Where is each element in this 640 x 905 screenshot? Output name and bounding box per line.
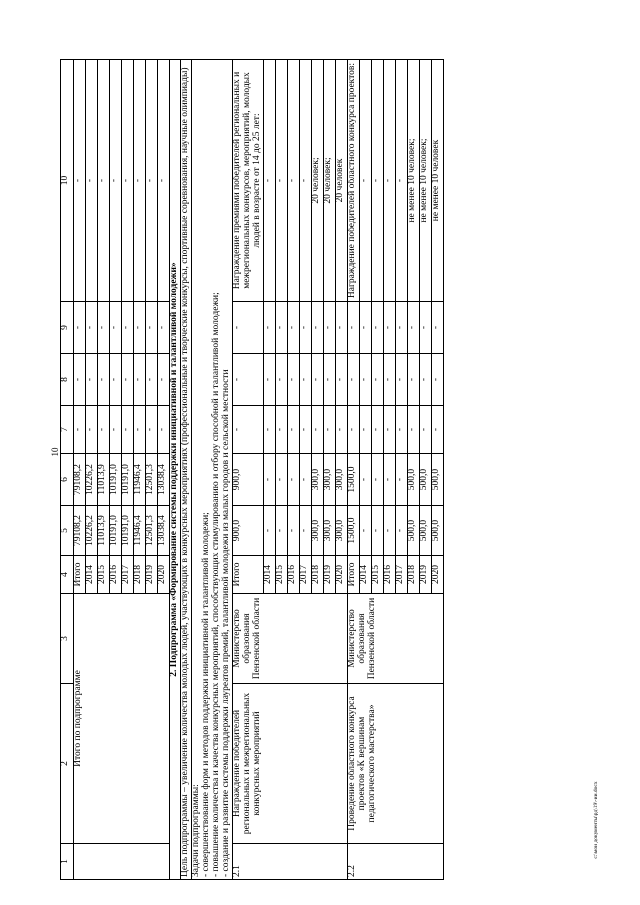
value-cell: -	[359, 454, 371, 506]
value-cell: 12501,3	[146, 454, 158, 506]
value-cell: 500,0	[431, 454, 443, 506]
year-cell: 2018	[407, 556, 419, 594]
header-cell: 9	[61, 302, 74, 354]
result-cell: -	[98, 60, 110, 302]
value-cell: 13038,4	[158, 454, 170, 506]
value-cell: 11013,9	[98, 454, 110, 506]
value-cell: -	[419, 302, 431, 354]
value-cell: -	[110, 406, 122, 454]
value-cell: -	[383, 354, 395, 406]
year-cell: 2017	[299, 556, 311, 594]
year-cell: Итого	[347, 556, 359, 594]
header-cell: 3	[61, 594, 74, 684]
value-cell: -	[383, 406, 395, 454]
value-cell: -	[74, 302, 86, 354]
value-cell: -	[359, 506, 371, 556]
task-item: - совершенствование форм и методов поддержки инициативной и талантливой молодежи;	[200, 512, 211, 877]
value-cell: -	[371, 506, 383, 556]
result-cell: -	[359, 60, 371, 302]
year-cell: 2017	[395, 556, 407, 594]
result-cell: 20 человек	[335, 60, 347, 302]
year-cell: 2017	[122, 556, 134, 594]
value-cell: -	[407, 302, 419, 354]
value-cell: 11013,9	[98, 506, 110, 556]
value-cell: -	[98, 406, 110, 454]
item-number: 2.1	[232, 844, 347, 880]
value-cell: -	[371, 354, 383, 406]
item-number: 2.2	[347, 844, 443, 880]
value-cell: -	[74, 354, 86, 406]
value-cell: -	[110, 354, 122, 406]
footer-file-path: c:\мои документы\рд\19\-ии.docx	[593, 781, 599, 859]
value-cell: -	[371, 302, 383, 354]
value-cell: -	[371, 454, 383, 506]
result-cell: -	[395, 60, 407, 302]
subprogram-goal: Цель подпрограммы – увеличение количества молодых людей, участвующих в конкурсных мероприятиях (профессиональные и творческие конкурсы, спортивные соревнования, научные олимпиады)	[180, 60, 191, 880]
year-cell: 2016	[110, 556, 122, 594]
result-cell: не менее 10 человек	[431, 60, 443, 302]
result-cell: -	[110, 60, 122, 302]
subprogram-title-row	[170, 60, 181, 880]
value-cell: -	[311, 302, 323, 354]
value-cell: -	[158, 354, 170, 406]
value-cell: -	[359, 354, 371, 406]
value-cell: -	[86, 302, 98, 354]
value-cell: -	[232, 354, 263, 406]
year-cell: 2019	[323, 556, 335, 594]
result-cell: -	[299, 60, 311, 302]
year-cell: Итого	[74, 556, 86, 594]
year-cell: 2015	[371, 556, 383, 594]
value-cell: -	[431, 354, 443, 406]
program-table	[60, 59, 444, 880]
header-cell: 6	[61, 454, 74, 506]
value-cell: 300,0	[323, 506, 335, 556]
value-cell: 300,0	[311, 506, 323, 556]
value-cell: -	[134, 406, 146, 454]
year-cell: 2014	[359, 556, 371, 594]
value-cell: 500,0	[419, 454, 431, 506]
value-cell: -	[383, 302, 395, 354]
result-cell: 20 человек;	[323, 60, 335, 302]
table-row	[232, 60, 263, 880]
header-row	[61, 60, 74, 880]
value-cell: 300,0	[335, 506, 347, 556]
value-cell: -	[275, 406, 287, 454]
item-executor: Министерство образования Пензенской области	[347, 594, 443, 684]
value-cell: -	[122, 302, 134, 354]
result-cell: 20 человек;	[311, 60, 323, 302]
value-cell: -	[335, 302, 347, 354]
result-cell: Награждение победителей областного конкурса проектов:	[347, 60, 359, 302]
value-cell: -	[395, 354, 407, 406]
value-cell: 500,0	[407, 506, 419, 556]
year-cell: 2014	[263, 556, 275, 594]
result-cell: -	[146, 60, 158, 302]
value-cell: -	[299, 406, 311, 454]
value-cell: -	[98, 354, 110, 406]
value-cell: -	[86, 406, 98, 454]
value-cell: -	[299, 454, 311, 506]
result-cell: -	[158, 60, 170, 302]
value-cell: -	[263, 406, 275, 454]
result-cell: Награждение премиями победителей региональных и межрегиональных конкурсов, мероприятий, молодых людей в возрасте от 14 до 25 лет:	[232, 60, 263, 302]
result-cell: не менее 10 человек;	[419, 60, 431, 302]
value-cell: -	[275, 354, 287, 406]
value-cell: 300,0	[323, 454, 335, 506]
value-cell: -	[335, 406, 347, 454]
value-cell: -	[323, 354, 335, 406]
value-cell: -	[395, 454, 407, 506]
value-cell: -	[407, 354, 419, 406]
year-cell: 2018	[311, 556, 323, 594]
item-executor: Министерство образования Пензенской области	[232, 594, 347, 684]
value-cell: 13038,4	[158, 506, 170, 556]
task-item: - создание и развитие системы поддержки лауреатов премий, талантливой молодежи из малых городов и сельской местности	[220, 369, 231, 877]
value-cell: -	[134, 302, 146, 354]
header-cell: 7	[61, 406, 74, 454]
value-cell: -	[383, 506, 395, 556]
value-cell: -	[407, 406, 419, 454]
value-cell: 11946,4	[134, 506, 146, 556]
year-cell: 2020	[431, 556, 443, 594]
value-cell: 10191,0	[110, 454, 122, 506]
header-cell: 8	[61, 354, 74, 406]
value-cell: -	[299, 354, 311, 406]
header-cell: 5	[61, 506, 74, 556]
year-cell: 2019	[419, 556, 431, 594]
value-cell: -	[419, 406, 431, 454]
page-number: 10	[50, 447, 60, 457]
value-cell: -	[323, 302, 335, 354]
value-cell: 79108,2	[74, 454, 86, 506]
result-cell: не менее 10 человек;	[407, 60, 419, 302]
value-cell: -	[275, 302, 287, 354]
value-cell: 10191,0	[122, 506, 134, 556]
value-cell: 10226,2	[86, 506, 98, 556]
value-cell: 1500,0	[347, 454, 359, 506]
value-cell: 10191,0	[110, 506, 122, 556]
task-item: - повышение количества и качества конкурсных мероприятий, способствующих стимулированию и отбору способной и талантливой молодежи;	[210, 292, 221, 877]
value-cell: -	[383, 454, 395, 506]
year-cell: 2018	[134, 556, 146, 594]
result-cell: -	[263, 60, 275, 302]
subprogram-title: 2. Подпрограмма «Формирование системы поддержки инициативной и талантливой молодежи»	[170, 60, 181, 880]
value-cell: 10226,2	[86, 454, 98, 506]
value-cell: -	[146, 406, 158, 454]
value-cell: -	[323, 406, 335, 454]
value-cell: -	[395, 406, 407, 454]
value-cell: 900,0	[232, 454, 263, 506]
value-cell: -	[232, 406, 263, 454]
year-cell: 2019	[146, 556, 158, 594]
value-cell: -	[263, 454, 275, 506]
result-cell: -	[287, 60, 299, 302]
value-cell: -	[287, 406, 299, 454]
year-cell: 2014	[86, 556, 98, 594]
value-cell: 1500,0	[347, 506, 359, 556]
year-cell: 2015	[275, 556, 287, 594]
value-cell: -	[299, 506, 311, 556]
value-cell: 11946,4	[134, 454, 146, 506]
tasks-title: Задачи подпрограммы:	[190, 784, 201, 877]
value-cell: -	[158, 406, 170, 454]
value-cell: -	[98, 302, 110, 354]
value-cell: -	[232, 302, 263, 354]
value-cell: 300,0	[311, 454, 323, 506]
value-cell: 900,0	[232, 506, 263, 556]
value-cell: -	[299, 302, 311, 354]
header-cell: 10	[61, 60, 74, 302]
year-cell: 2015	[98, 556, 110, 594]
value-cell: -	[359, 302, 371, 354]
value-cell: -	[263, 354, 275, 406]
value-cell: -	[134, 354, 146, 406]
item-name: Награждение победителей региональных и межрегиональных конкурсных мероприятий	[232, 684, 347, 844]
value-cell: -	[86, 354, 98, 406]
value-cell: -	[146, 302, 158, 354]
table-row	[74, 60, 86, 880]
value-cell: -	[311, 406, 323, 454]
value-cell: -	[146, 354, 158, 406]
tasks-row	[191, 60, 232, 880]
value-cell: -	[158, 302, 170, 354]
result-cell: -	[371, 60, 383, 302]
value-cell: -	[395, 506, 407, 556]
value-cell: -	[275, 454, 287, 506]
header-cell: 1	[61, 844, 74, 880]
value-cell: 79108,2	[74, 506, 86, 556]
value-cell: -	[122, 406, 134, 454]
item-name: Проведение областного конкурса проектов «К вершинам педагогического мастерства»	[347, 684, 443, 844]
value-cell: -	[359, 406, 371, 454]
result-cell: -	[74, 60, 86, 302]
result-cell: -	[86, 60, 98, 302]
value-cell: -	[395, 302, 407, 354]
year-cell: 2020	[158, 556, 170, 594]
value-cell: -	[431, 302, 443, 354]
total-label: Итого по подпрограмме	[74, 594, 170, 844]
value-cell: -	[431, 406, 443, 454]
year-cell: Итого	[232, 556, 263, 594]
value-cell: -	[347, 302, 359, 354]
value-cell: 500,0	[431, 506, 443, 556]
result-cell: -	[134, 60, 146, 302]
value-cell: -	[110, 302, 122, 354]
value-cell: -	[419, 354, 431, 406]
value-cell: -	[263, 506, 275, 556]
year-cell: 2020	[335, 556, 347, 594]
value-cell: 500,0	[407, 454, 419, 506]
num-cell	[74, 844, 170, 880]
value-cell: -	[371, 406, 383, 454]
header-cell: 2	[61, 684, 74, 844]
rotated-table-page	[60, 60, 585, 880]
result-cell: -	[383, 60, 395, 302]
value-cell: 500,0	[419, 506, 431, 556]
value-cell: -	[263, 302, 275, 354]
value-cell: -	[287, 506, 299, 556]
value-cell: 300,0	[335, 454, 347, 506]
value-cell: -	[74, 406, 86, 454]
value-cell: 12501,3	[146, 506, 158, 556]
value-cell: -	[311, 354, 323, 406]
table-row	[347, 60, 359, 880]
year-cell: 2016	[383, 556, 395, 594]
value-cell: -	[347, 354, 359, 406]
result-cell: -	[122, 60, 134, 302]
value-cell: -	[287, 302, 299, 354]
value-cell: -	[275, 506, 287, 556]
value-cell: -	[122, 354, 134, 406]
result-cell: -	[275, 60, 287, 302]
value-cell: -	[287, 454, 299, 506]
goal-row	[180, 60, 191, 880]
year-cell: 2016	[287, 556, 299, 594]
value-cell: 10191,0	[122, 454, 134, 506]
value-cell: -	[347, 406, 359, 454]
value-cell: -	[287, 354, 299, 406]
header-cell: 4	[61, 556, 74, 594]
value-cell: -	[335, 354, 347, 406]
subprogram-tasks	[191, 60, 232, 880]
